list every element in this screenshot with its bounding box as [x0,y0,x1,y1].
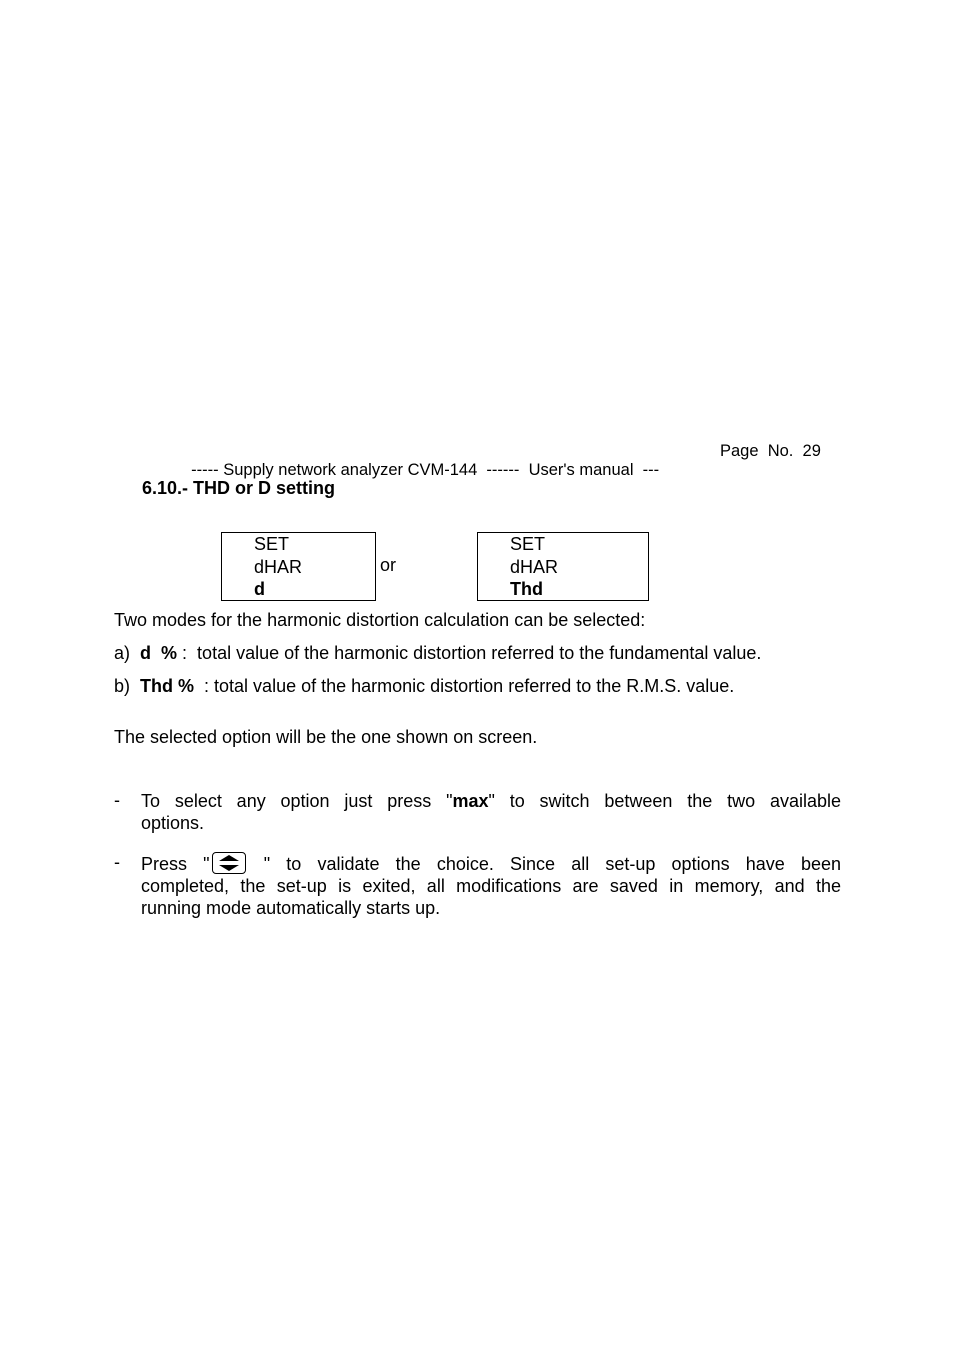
option-marker: b) [114,676,131,696]
instruction-line: completed, the set-up is exited, all modifications are saved in memory, and the [141,876,841,896]
bullet-dash: - [114,852,120,872]
display-line-dhar: dHAR [254,556,303,577]
instruction-line: options. [141,813,205,833]
up-down-arrows-icon [212,852,246,874]
display-line-set: SET [254,534,290,554]
instruction-line: running mode automatically starts up. [141,898,441,918]
display-thd-mode [477,532,649,601]
or-separator: or [380,555,397,575]
display-line-dhar: dHAR [510,556,559,577]
display-line-value: d [254,579,265,599]
bullet-dash: - [114,790,120,810]
section-title: 6.10.- THD or D setting [142,478,336,498]
option-marker: a) [114,643,131,663]
display-line-set: SET [510,534,546,554]
instruction-line: Press " " to validate the choice. Since all set-up options have been [141,854,841,874]
display-d-mode [221,532,376,601]
option-description: : total value of the harmonic distortion referred to the fundamental value. [177,643,762,663]
header-title: ----- Supply network analyzer CVM-144 ------ User's manual --- [191,461,660,479]
intro-paragraph: Two modes for the harmonic distortion calculation can be selected: [114,610,646,630]
option-b [114,676,734,697]
option-description: : total value of the harmonic distortion referred to the R.M.S. value. [194,676,735,696]
option-term: d % [140,643,178,663]
page-number: Page No. 29 [720,442,821,460]
option-a [114,643,761,664]
instruction-line: To select any option just press "max" to switch between the two available [141,791,841,811]
selected-option-note: The selected option will be the one shown on screen. [114,727,538,747]
display-line-value: Thd [510,579,543,599]
instruction-select [141,790,841,834]
max-key-label: max [452,791,489,811]
instruction-validate [141,852,841,919]
option-term: Thd % [140,676,195,696]
